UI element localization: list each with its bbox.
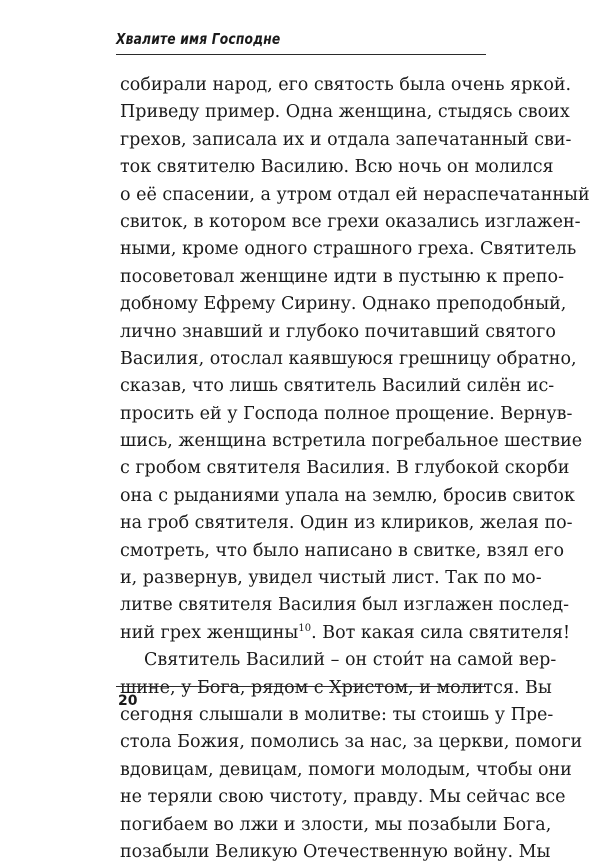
text-line: смотреть, что было написано в свитке, взял его	[120, 540, 564, 561]
text-line: не теряли свою чистоту, правду. Мы сейчас все	[120, 787, 566, 808]
text-line: собирали народ, его святость была очень яркой.	[120, 75, 572, 95]
text-line: сегодня слышали в молитве: ты стоишь у Пре-	[120, 704, 554, 725]
text-line: шине, у Бога, рядом с Христом, и молится. Вы	[120, 677, 552, 698]
text-line: вдовицам, девицам, помоги молодым, чтобы они	[120, 759, 572, 780]
paragraph	[120, 647, 583, 866]
text-fragment: ний грех женщины	[120, 622, 299, 643]
text-line: добному Ефрему Сирину. Однако преподобный,	[120, 294, 567, 315]
text-line: лично знавший и глубоко почитавший святого	[120, 321, 556, 342]
text-line: сказав, что лишь святитель Василий силён ис-	[120, 376, 555, 397]
text-line: погибаем во лжи и злости, мы позабыли Бога,	[120, 814, 552, 835]
text-line: позабыли Великую Отечественную войну. Мы	[120, 841, 551, 862]
text-line: шись, женщина встретила погребальное шествие	[120, 431, 583, 452]
body-text	[120, 72, 590, 866]
text-line: Святитель Василий – он стои́т на самой вер-	[144, 650, 557, 671]
page-footer	[116, 686, 486, 709]
text-line: ными, кроме одного страшного греха. Святитель	[120, 239, 577, 260]
text-line: литве святителя Василия был изглажен послед-	[120, 595, 570, 616]
text-line-with-footnote	[120, 620, 571, 647]
text-line: Приведу пример. Одна женщина, стыдясь своих	[120, 102, 570, 123]
text-line: ток святителю Василию. Всю ночь он молился	[120, 157, 554, 178]
text-line: грехов, записала их и отдала запечатанный сви-	[120, 129, 572, 150]
text-fragment: . Вот какая сила святителя!	[311, 622, 571, 643]
text-line: стола Божия, помолись за нас, за церкви, помоги	[120, 732, 583, 753]
running-header	[116, 30, 486, 55]
text-line: на гроб святителя. Один из клириков, желая по-	[120, 513, 573, 534]
footnote-reference[interactable]: 10	[298, 622, 312, 634]
text-line: Василия, отослал каявшуюся грешницу обратно,	[120, 348, 577, 369]
text-line: о её спасении, а утром отдал ей нераспечатанный	[120, 184, 590, 205]
text-line: свиток, в котором все грехи оказались изглажен-	[120, 211, 581, 232]
text-line: она с рыданиями упала на землю, бросив свиток	[120, 485, 575, 506]
paragraph	[120, 72, 590, 647]
text-line: посоветовал женщине идти в пустыню к препо-	[120, 266, 564, 287]
page-number: 20	[118, 693, 138, 709]
text-line: и, развернув, увидел чистый лист. Так по мо-	[120, 568, 542, 589]
text-line: с гробом святителя Василия. В глубокой скорби	[120, 458, 570, 479]
running-header-title: Хвалите имя Господне	[116, 30, 281, 48]
text-line: просить ей у Господа полное прощение. Вернув-	[120, 403, 573, 424]
